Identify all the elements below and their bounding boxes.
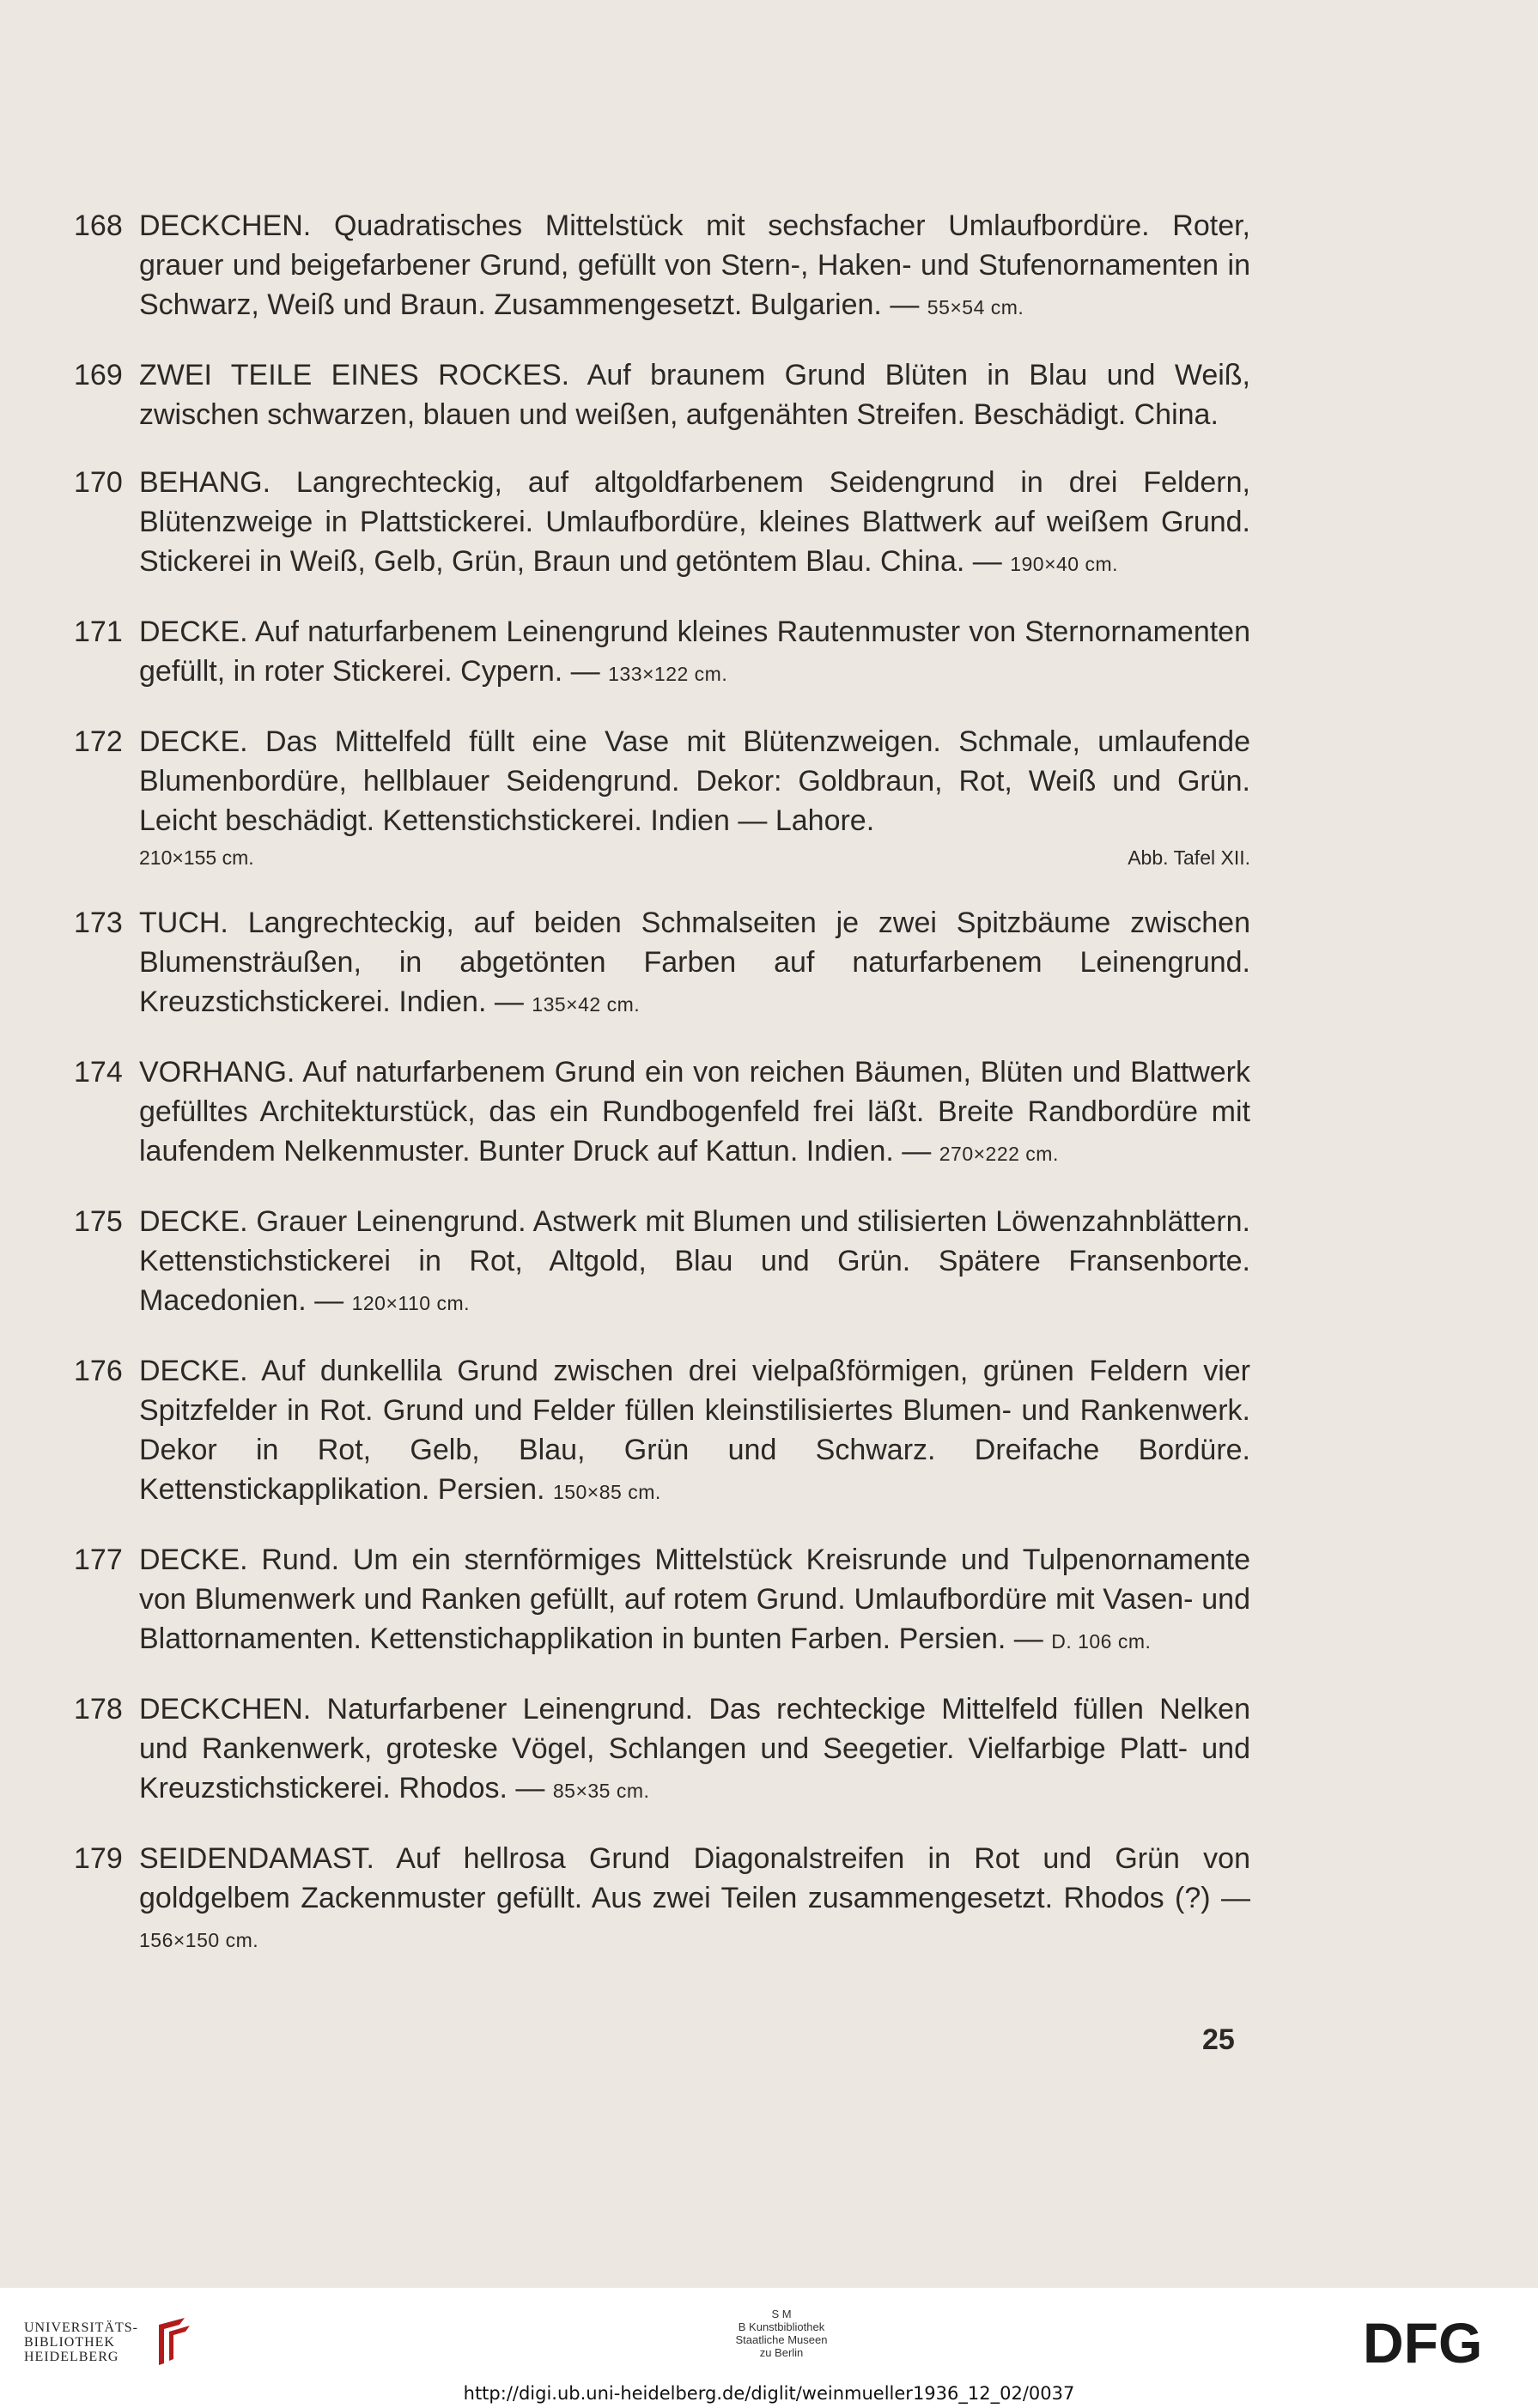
university-library-logo[interactable]: [24, 2316, 198, 2368]
entry-text: BEHANG. Langrechteckig, auf altgoldfarbenem Seidengrund in drei Feldern, Blütenzweige in Plattstickerei. Umlaufbordüre, kleines Blattwerk auf weißem Grund. Stickerei in Weiß, Gelb, Grün, Braun und getöntem Blau. China. —: [139, 466, 1250, 578]
entry-text: DECKE. Auf dunkellila Grund zwischen drei vielpaßförmigen, grünen Feldern vier Spitzfelder in Rot. Grund und Felder füllen kleinstilisiertes Blumen- und Rankenwerk. Dekor in Rot, Gelb, Blau, Grün und Schwarz. Dreifache Bordüre. Kettenstickapplikation. Persien.: [139, 1355, 1250, 1506]
entry-dimensions: 156×150 cm.: [139, 1929, 259, 1951]
entry-text: DECKE. Grauer Leinengrund. Astwerk mit Blumen und stilisierten Löwenzahnblättern. Kettenstichstickerei in Rot, Altgold, Blau und Grün. Spätere Fransenborte. Macedonien. —: [139, 1205, 1250, 1317]
entry-number: 176: [74, 1355, 123, 1387]
entry-description: [139, 355, 1250, 434]
catalog-entry: [74, 1839, 1250, 1960]
entry-text: DECKE. Das Mittelfeld füllt eine Vase mit Blütenzweigen. Schmale, umlaufende Blumenbordüre, hellblauer Seidengrund. Dekor: Goldbraun, Rot, Weiß und Grün. Leicht beschädigt. Kettenstichstickerei. Indien — Lahore.: [139, 725, 1250, 837]
entry-number: 178: [74, 1693, 123, 1726]
entry-number: 177: [74, 1544, 123, 1576]
entry-dimensions: D. 106 cm.: [1051, 1630, 1152, 1653]
catalog-entry: [74, 1540, 1250, 1661]
entry-text: DECKCHEN. Naturfarbener Leinengrund. Das rechteckige Mittelfeld füllen Nelken und Rankenwerk, groteske Vögel, Schlangen und Seegetier. Vielfarbige Platt- und Kreuzstichstickerei. Rhodos. —: [139, 1693, 1250, 1804]
entry-number: 175: [74, 1205, 123, 1238]
catalog-entry: [74, 355, 1250, 434]
catalog-entry: [74, 1689, 1250, 1811]
entry-description: [139, 1202, 1250, 1323]
entry-text: ZWEI TEILE EINES ROCKES. Auf braunem Grund Blüten in Blau und Weiß, zwischen schwarzen, blauen und weißen, aufgenähten Streifen. Beschädigt. China.: [139, 359, 1250, 431]
entry-description: [139, 722, 1250, 840]
entry-text: DECKE. Auf naturfarbenem Leinengrund kleines Rautenmuster von Sternornamenten gefüllt, in roter Stickerei. Cypern. —: [139, 616, 1250, 688]
entry-number: 174: [74, 1056, 123, 1089]
catalog-entry: [74, 206, 1250, 327]
entry-number: 172: [74, 725, 123, 758]
entry-number: 169: [74, 359, 123, 391]
entry-description: [139, 463, 1250, 584]
entry-dimensions-row: [139, 840, 1250, 875]
plate-reference: Abb. Tafel XII.: [1128, 846, 1250, 869]
dfg-logo-text: DFG: [1363, 2318, 1483, 2369]
catalog-entry: [74, 612, 1250, 694]
dfg-logo[interactable]: [1363, 2318, 1516, 2369]
catalog-entry: [74, 903, 1250, 1024]
entry-description: [139, 1540, 1250, 1661]
entry-text: VORHANG. Auf naturfarbenem Grund ein von reichen Bäumen, Blüten und Blattwerk gefülltes Architekturstück, das ein Rundbogenfeld frei läßt. Breite Randbordüre mit laufendem Nelkenmuster. Bunter Druck auf Kattun. Indien. —: [139, 1056, 1250, 1168]
entry-dimensions: 120×110 cm.: [351, 1292, 471, 1314]
entry-dimensions: 135×42 cm.: [532, 993, 641, 1016]
entry-text: DECKE. Rund. Um ein sternförmiges Mittelstück Kreisrunde und Tulpenornamente von Blumenwerk und Ranken gefüllt, auf rotem Grund. Umlaufbordüre mit Vasen- und Blattornamenten. Kettenstichapplikation in bunten Farben. Persien. —: [139, 1544, 1250, 1655]
entry-dimensions: 85×35 cm.: [552, 1780, 650, 1802]
entry-number: 173: [74, 907, 123, 939]
kunstbibliothek-logo[interactable]: S M B Kunstbibliothek Staatliche Museen zu Berlin: [735, 2308, 828, 2359]
catalog-entries: [74, 206, 1250, 1988]
entry-description: [139, 206, 1250, 327]
permalink-url[interactable]: http://digi.ub.uni-heidelberg.de/diglit/weinmueller1936_12_02/0037: [463, 2383, 1075, 2404]
university-library-name: UNIVERSITÄTS- BIBLIOTHEK HEIDELBERG: [24, 2320, 138, 2364]
entry-text: DECKCHEN. Quadratisches Mittelstück mit sechsfacher Umlaufbordüre. Roter, grauer und beigefarbener Grund, gefüllt von Stern-, Haken- und Stufenornamenten in Schwarz, Weiß und Braun. Zusammengesetzt. Bulgarien. —: [139, 209, 1250, 321]
entry-dimensions: 55×54 cm.: [927, 296, 1024, 318]
entry-description: [139, 903, 1250, 1024]
entry-description: [139, 1689, 1250, 1811]
catalog-entry: [74, 722, 1250, 875]
entry-description: [139, 1052, 1250, 1174]
entry-number: 170: [74, 466, 123, 499]
entry-dimensions: 190×40 cm.: [1010, 553, 1119, 575]
library-mark-icon: [147, 2316, 198, 2368]
entry-dimensions: 210×155 cm.: [139, 846, 254, 869]
catalog-entry: [74, 463, 1250, 584]
entry-number: 171: [74, 616, 123, 648]
entry-description: [139, 1351, 1250, 1512]
catalog-entry: [74, 1351, 1250, 1512]
entry-dimensions: 270×222 cm.: [939, 1143, 1059, 1165]
entry-dimensions: 133×122 cm.: [608, 663, 728, 685]
entry-number: 179: [74, 1842, 123, 1875]
entry-dimensions: 150×85 cm.: [552, 1481, 661, 1503]
page-number: 25: [1202, 2023, 1235, 2056]
entry-description: [139, 1839, 1250, 1960]
catalog-entry: [74, 1202, 1250, 1323]
entry-text: TUCH. Langrechteckig, auf beiden Schmalseiten je zwei Spitzbäume zwischen Blumensträußen, in abgetönten Farben auf naturfarbenem Leinengrund. Kreuzstichstickerei. Indien. —: [139, 907, 1250, 1018]
entry-description: [139, 612, 1250, 694]
entry-text: SEIDENDAMAST. Auf hellrosa Grund Diagonalstreifen in Rot und Grün von goldgelbem Zackenmuster gefüllt. Aus zwei Teilen zusammengesetzt. Rhodos (?) —: [139, 1842, 1250, 1914]
catalog-entry: [74, 1052, 1250, 1174]
entry-number: 168: [74, 209, 123, 242]
